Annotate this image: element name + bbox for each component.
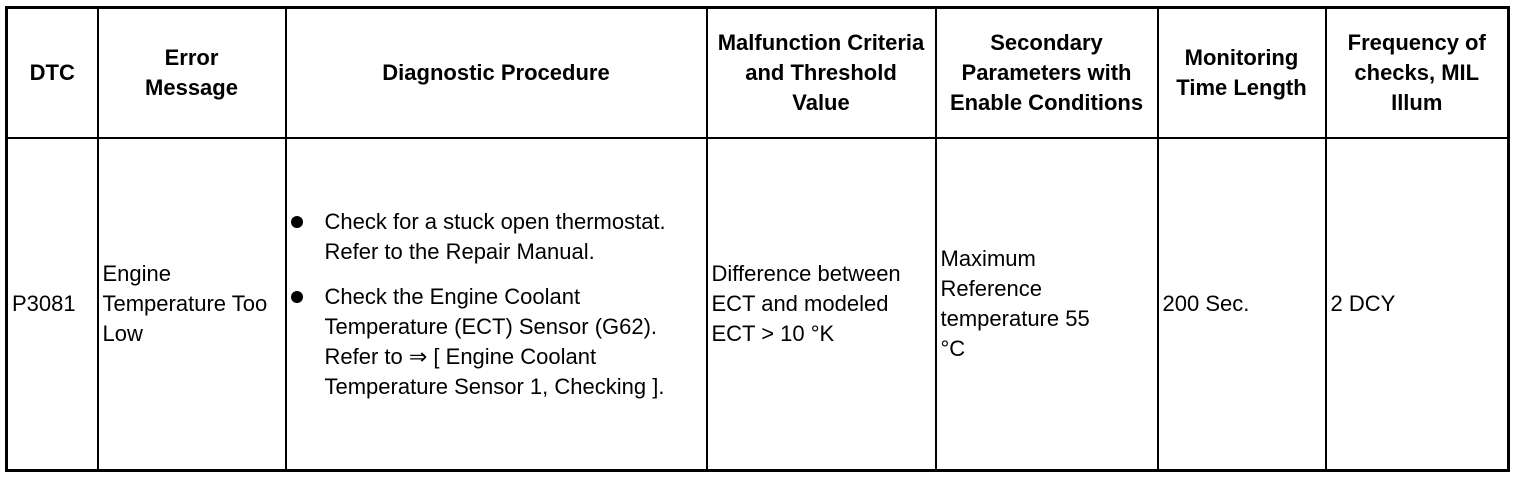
cell-secondary-parameters: Maximum Reference temperature 55 °C: [936, 138, 1158, 471]
right-arrow-icon: ⇒: [408, 343, 428, 369]
bullet-icon: [291, 291, 303, 303]
procedure-step-text: Check for a stuck open thermostat. Refer to the Repair Manual.: [324, 208, 666, 264]
dtc-table: [5, 6, 1510, 472]
cell-malfunction-criteria: Difference between ECT and modeled ECT > 10 °K: [707, 138, 936, 471]
header-diagnostic-procedure: Diagnostic Procedure: [286, 8, 707, 139]
cell-dtc: P3081: [7, 138, 98, 471]
procedure-step: [291, 282, 702, 402]
header-row: [7, 8, 1509, 139]
header-dtc: DTC: [7, 8, 98, 139]
procedure-step-text: Check the Engine Coolant Temperature (ECT) Sensor (G62). Refer to: [324, 283, 658, 369]
table-body: [7, 138, 1509, 471]
header-malfunction-criteria: Malfunction Criteria and Threshold Value: [707, 8, 936, 139]
table-row: [7, 138, 1509, 471]
header-monitoring-time: Monitoring Time Length: [1158, 8, 1326, 139]
procedure-link-text[interactable]: [ Engine Coolant Temperature Sensor 1, Checking ].: [324, 343, 665, 399]
header-frequency: Frequency of checks, MIL Illum: [1326, 8, 1509, 139]
bullet-icon: [291, 216, 303, 228]
procedure-step: [291, 207, 702, 267]
procedure-list: [291, 207, 702, 402]
cell-error-message: Engine Temperature Too Low: [98, 138, 286, 471]
header-error-message: Error Message: [98, 8, 286, 139]
cell-diagnostic-procedure: [286, 138, 707, 471]
cell-frequency: 2 DCY: [1326, 138, 1509, 471]
table-header: [7, 8, 1509, 139]
header-secondary-parameters: Secondary Parameters with Enable Conditions: [936, 8, 1158, 139]
cell-monitoring-time: 200 Sec.: [1158, 138, 1326, 471]
